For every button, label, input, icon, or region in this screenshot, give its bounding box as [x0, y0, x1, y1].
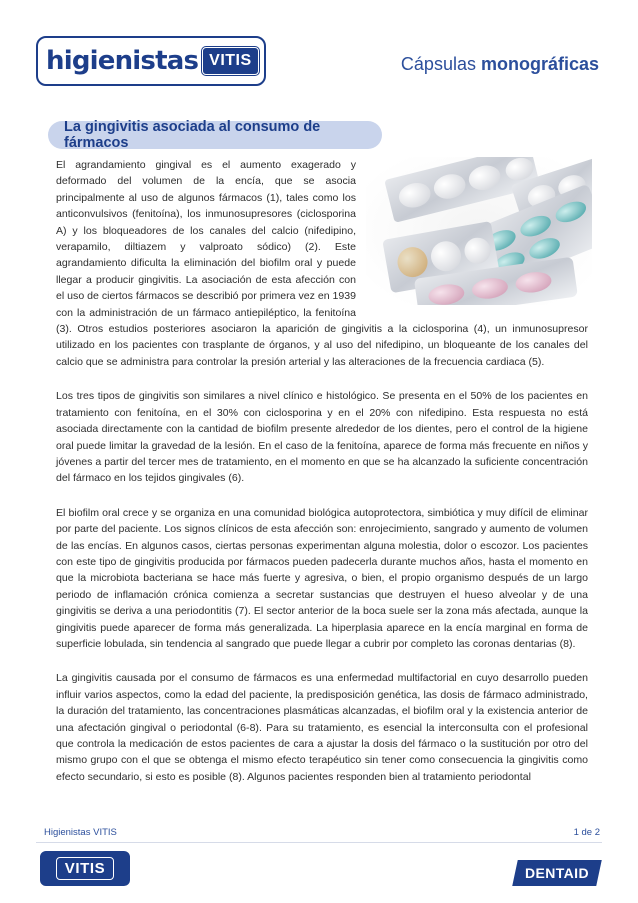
- dentaid-logo-text: DENTAID: [525, 865, 589, 881]
- vitis-logo: [40, 851, 130, 886]
- section-title: La gingivitis asociada al consumo de fármacos: [48, 121, 382, 149]
- paragraph-4: La gingivitis causada por el consumo de fármacos es una enfermedad multifactorial en cuyo desarrollo pueden influir varios aspectos, como la edad del paciente, la predisposición genética, las dosis de fármaco administrado, la duración del tratamiento, las concentraciones plasmáticas alcanzadas, el biofilm oral y la existencia anterior de una afectación gingival o periodontal (6-8). Para su tratamiento, es esencial la interconsulta con el profesional que controla la medicación de estos pacientes de cara a ajustar la dosis del fármaco o la sustitución por otro del mismo grupo con el que se obtenga el mismo efecto terapéutico sin tener como consecuencia la gingivitis como efecto secundario, si esto es posible (8). Algunos pacientes responden bien al tratamiento periodontal: [56, 672, 588, 783]
- paragraph-2: Los tres tipos de gingivitis son similares a nivel clínico e histológico. Se presenta en el 50% de los pacientes en tratamiento con fenitoína, en el 30% con ciclosporina y en el 20% con nifedipino. Esta respuesta no está asociada directamente con la cantidad de biofilm presente alrededor de los dientes, pero el control de la higiene oral puede limitar la gravedad de la lesión. En el caso de la fenitoína, aparece de forma más frecuente en niños y jóvenes a partir del tercer mes de tratamiento, en el momento en que se ha alcanzado la suficiente concentración del fármaco en los tejidos gingivales (6).: [56, 390, 588, 485]
- dentaid-logo: [512, 860, 602, 886]
- logo-word: higienistas: [46, 46, 199, 76]
- higienistas-vitis-logo: [36, 36, 266, 86]
- footer-page-number: 1 de 2: [573, 827, 600, 838]
- pills-photo: [366, 157, 592, 305]
- footer-publication: Higienistas VITIS: [44, 827, 117, 838]
- paragraph-3: El biofilm oral crece y se organiza en una comunidad biológica autoprotectora, simbiótica y muy difícil de eliminar por parte del paciente. Los signos clínicos de esta afección son: enrojecimiento, sangrado y aumento de volumen de las encías. En algunos casos, ciertas personas experimentan alguna molestia, dolor o escozor. Los pacientes con este tipo de gingivitis producida por fármacos pueden padecerla durante muchos años, hasta el momento en que la microbiota bacteriana se hace más fuerte y agresiva, o bien, el propio organismo después de un largo periodo de inflamación crónica comienza a secretar sustancias que destruyen el hueso alveolar y de una gingivitis se deriva a una periodontitis (7). El sector anterior de la boca suele ser la zona más afectada, aunque la gingivitis puede aparecer de forma más generalizada. La hiperplasia aparece en la encía marginal en forma de superficie lobulada, sin tendencia al sangrado que puede llegar a cubrir por completo las coronas dentarias (8).: [56, 506, 588, 650]
- article-body: [56, 157, 588, 803]
- header-title-regular: Cápsulas: [400, 54, 481, 74]
- paragraph-1: El agrandamiento gingival es el aumento exagerado y deformado del volumen de la encía, que se asocia principalmente al uso de algunos fármacos (1), tales como los anticonvulsivos (fenitoína), los inmunosupresores (ciclosporina A) y los bloqueadores de los canales del calcio (nifedipino, verapamilo, diltiazem y valproato sódico) (2). Este agrandamiento dificulta la eliminación del biofilm oral y puede llegar a producir gingivitis. La asociación de esta afección con el uso de ciertos fármacos se describió por primera vez en 1939 con la administración de un fármaco antiepiléptico, la fenitoína (3). Otros estudios posteriores asociaron la aparición de gingivitis a la ciclosporina (4), un inmunosupresor utilizado en los pacientes con trasplante de órganos, y al uso del nifedipino, un bloqueante de los canales del calcio que se administra para controlar la presión arterial y las alteraciones de la frecuencia cardiaca (5).: [56, 159, 588, 368]
- footer-divider: [36, 842, 602, 843]
- header-title-bold: monográficas: [480, 54, 599, 74]
- pills-illustration: [366, 157, 592, 305]
- vitis-logo-text: VITIS: [56, 857, 115, 880]
- header-title: [401, 54, 599, 75]
- logo-badge: VITIS: [202, 47, 259, 75]
